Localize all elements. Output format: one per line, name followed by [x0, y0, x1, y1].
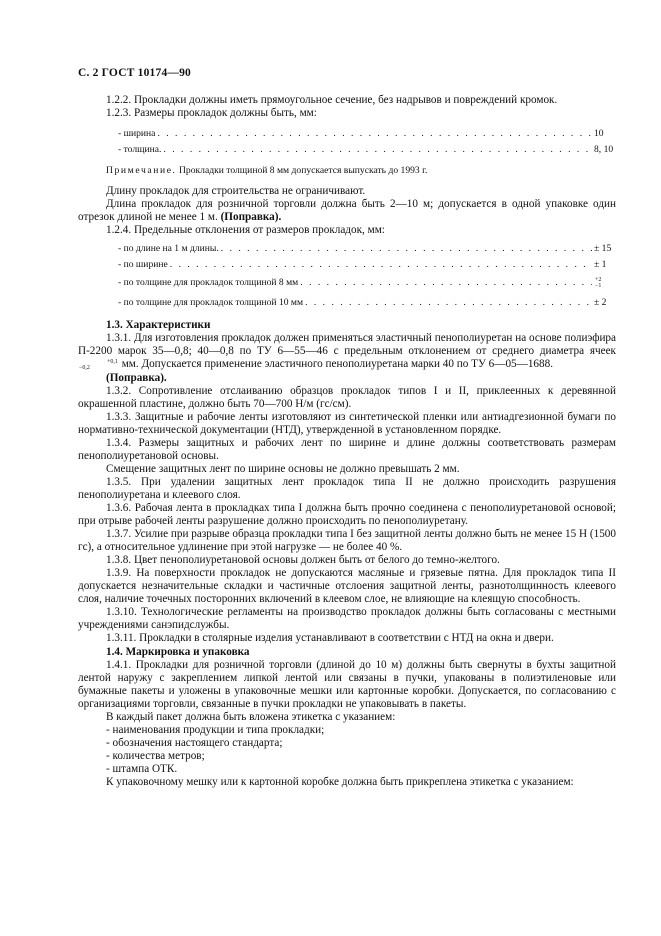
section-heading-1-3: 1.3. Характеристики — [106, 319, 211, 332]
tolerance-row-thickness-10 — [118, 293, 616, 313]
leader-dots — [163, 142, 592, 158]
leader-dots — [221, 241, 592, 257]
label-intro: В каждый пакет должна быть вложена этикетка с указанием: — [106, 710, 396, 723]
tolerance-lower: −0,2 — [79, 364, 90, 371]
note — [106, 164, 616, 177]
clause-1-2-4: 1.2.4. Предельные отклонения от размеров прокладок, мм: — [106, 224, 385, 237]
tolerance-row-length — [118, 241, 616, 257]
tolerance-row-width — [118, 257, 616, 273]
amendment-mark: (Поправка). — [106, 371, 167, 384]
tolerance-upper: +0,1 — [107, 358, 118, 365]
final-paragraph: К упаковочному мешку или к картонной коробке должна быть прикреплена этикетка с указанием: — [106, 775, 574, 788]
tolerance-value: ± 1 — [594, 259, 607, 271]
leader-dots — [157, 126, 592, 142]
clause-1-2-2: 1.2.2. Прокладки должны иметь прямоугольное сечение, без надрывов и повреждений кромок. — [106, 94, 558, 106]
tolerance-label: - по толщине для прокладок толщиной 8 мм — [118, 277, 299, 289]
label-item: - наименования продукции и типа прокладки; — [106, 723, 325, 736]
clause-1-4-1: 1.4.1. Прокладки для розничной торговли (длиной до 10 м) должны быть свернуты в бухты защитной лентой наружу с закреплением липкой лентой или связаны в пучки, упакованы в полиэтиленовые или бумажные пакеты и уложены в упаковочные мешки или картонные коробки. Допускается, по согласованию с организациями торговли, связанные в пучки прокладки не упаковывать в пакеты. — [78, 658, 616, 710]
label-item: - количества метров; — [106, 749, 205, 762]
clause-1-3-1 — [78, 332, 616, 371]
amendment-mark: (Поправка). — [220, 211, 282, 224]
length-construction: Длину прокладок для строительства не ограничивают. — [106, 185, 366, 198]
label-item: - штампа ОТК. — [106, 762, 178, 775]
tolerance-row-thickness-8 — [118, 273, 616, 293]
clause-1-3-11: 1.3.11. Прокладки в столярные изделия устанавливают в соответствии с НТД на окна и двери. — [106, 632, 554, 645]
label-item: - обозначения настоящего стандарта; — [106, 736, 283, 749]
tolerance-value: ± 2 — [594, 297, 607, 309]
tolerance-label: - по толщине для прокладок толщиной 10 мм — [118, 297, 304, 309]
leader-dots — [170, 257, 592, 273]
clause-1-3-10: 1.3.10. Технологические регламенты на производство прокладок должны быть согласованы с местными учреждениями санэпидслужбы. — [78, 606, 616, 632]
size-row-thickness — [118, 142, 616, 158]
clause-1-3-2: 1.3.2. Сопротивление отслаиванию образцов прокладок типов I и II, приклеенных к деревянной окрашенной пластине, должно быть 70—700 Н/м (гс/см). — [78, 384, 616, 410]
clause-1-3-9: 1.3.9. На поверхности прокладок не допускаются масляные и грязевые пятна. Для прокладок типа II допускается незначительные складки и частичные отслоения защитной ленты, разнотолщинность клеевого слоя, наличие точечных посторонних включений в клеевом слое, не влияющие на клеящую способность. — [78, 567, 616, 606]
clause-1-3-5: 1.3.5. При удалении защитных лент прокладок типа II не должно происходить разрушения пенополиуретана и клеевого слоя. — [78, 475, 616, 501]
tolerance-value: ± 15 — [594, 243, 612, 255]
tolerance-value — [594, 273, 616, 293]
clause-1-3-7: 1.3.7. Усилие при разрыве образца прокладки типа I без защитной ленты должно быть не менее 15 Н (1500 гс), а относительное удлинение при этой нагрузке — не более 40 %. — [78, 528, 616, 554]
leader-dots — [305, 293, 592, 313]
clause-1-3-6: 1.3.6. Рабочая лента в прокладках типа I должна быть прочно соединена с пенополиуретановой основой; при отрыве рабочей ленты разрушение должно происходить по пенополиуретану. — [78, 501, 616, 528]
document-body — [78, 94, 616, 789]
section-heading-1-4: 1.4. Маркировка и упаковка — [106, 645, 250, 658]
size-label: - толщина. — [118, 144, 162, 156]
size-value: 8, 10 — [594, 144, 614, 156]
clause-1-3-8: 1.3.8. Цвет пенополиуретановой основы должен быть от белого до темно-желтого. — [106, 554, 500, 567]
size-label: - ширина — [118, 128, 156, 140]
clause-1-3-1-text-a: 1.3.1. Для изготовления прокладок должен применяться эластичный пенополиуретан на основе полиэфира П-2200 марок 35—0,8; 40—0,8 по ТУ 6—55—46 с предельным отклонением от среднего диаметра ячеек — [78, 332, 616, 358]
tolerance-label: - по длине на 1 м длины. — [118, 243, 219, 255]
tolerance-lower: −1 — [595, 283, 602, 290]
tolerance-fraction — [595, 277, 601, 289]
leader-dots — [300, 273, 592, 293]
note-label: Примечание. — [106, 165, 177, 177]
page-header: С. 2 ГОСТ 10174—90 — [78, 67, 191, 79]
tolerance-label: - по ширине — [118, 259, 168, 271]
size-value: 10 — [594, 128, 604, 140]
cell-diameter-tolerance — [79, 359, 118, 371]
clause-1-2-3: 1.2.3. Размеры прокладок должны быть, мм: — [106, 107, 317, 120]
tolerance-upper: +2 — [595, 277, 602, 284]
clause-1-3-3: 1.3.3. Защитные и рабочие ленты изготовляют из синтетической пленки или антиадгезионной бумаги по нормативно-технической документации (НТД), утвержденной в установленном порядке. — [78, 410, 616, 436]
size-row-width — [118, 126, 616, 142]
length-retail — [78, 198, 616, 224]
clause-1-3-1-text-b: мм. Допускается применение эластичного пенополиуретана марки 40 по ТУ 6—05—1688. — [121, 358, 553, 371]
clause-1-3-4: 1.3.4. Размеры защитных и рабочих лент по ширине и длине должны соответствовать размерам пенополиуретановой основы. — [78, 436, 616, 462]
note-text: Прокладки толщиной 8 мм допускается выпускать до 1993 г. — [178, 165, 428, 177]
clause-1-3-4-offset: Смещение защитных лент по ширине основы не должно превышать 2 мм. — [106, 462, 460, 475]
length-retail-text: Длина прокладок для розничной торговли должна быть 2—10 м; допускается в одной упаковке один отрезок длиной не менее 1 м. — [78, 198, 616, 224]
